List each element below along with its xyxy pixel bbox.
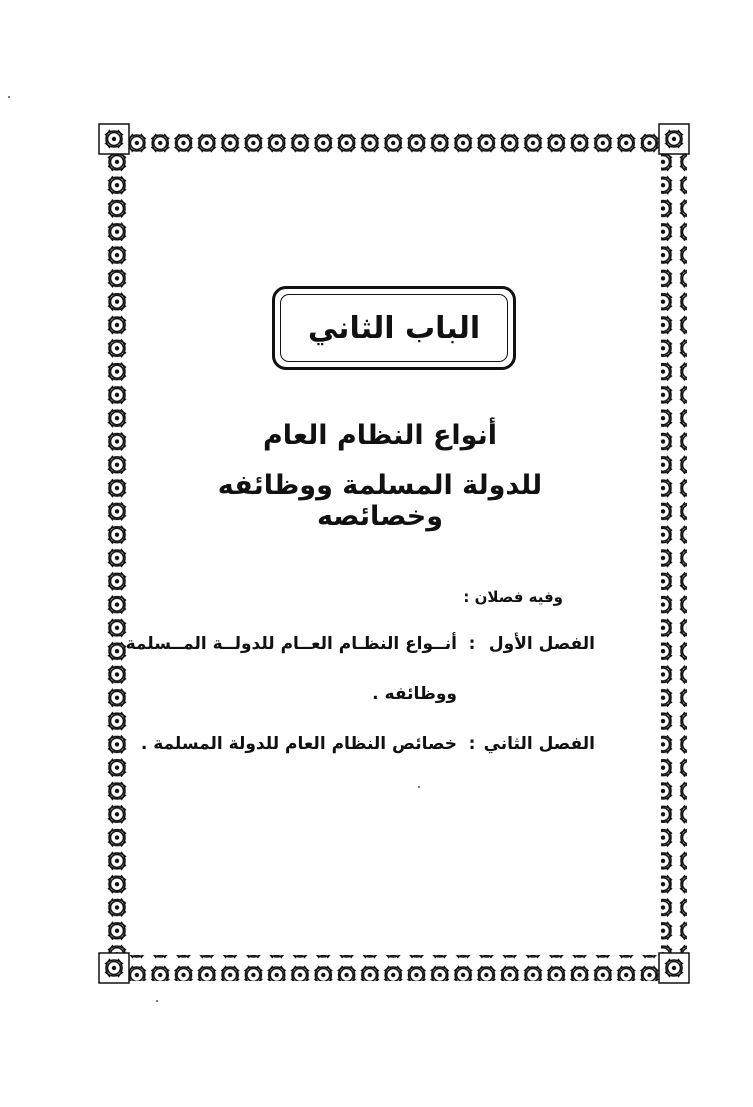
chapter-entry-1 bbox=[126, 634, 595, 654]
scan-speck bbox=[8, 96, 10, 98]
scan-speck bbox=[418, 786, 420, 788]
chapter-heading-inner-box bbox=[280, 294, 508, 362]
left-border-band bbox=[102, 153, 128, 955]
chapter-entry-colon: : bbox=[468, 634, 476, 654]
chapter-entry-text: أنــواع النظـام العــام للدولــة المــسلمة bbox=[125, 634, 457, 654]
bottom-border-band bbox=[102, 955, 687, 981]
right-border-band bbox=[661, 153, 687, 955]
main-title-line-1: أنواع النظام العام bbox=[262, 420, 498, 451]
scan-speck bbox=[156, 1000, 158, 1002]
chapter-entry-text: خصائص النظام العام للدولة المسلمة . bbox=[140, 734, 457, 754]
chapter-heading: الباب الثاني bbox=[307, 310, 481, 346]
corner-ornament-icon bbox=[99, 124, 689, 983]
chapter-entry-colon: : bbox=[468, 734, 476, 754]
main-title-line-2: للدولة المسلمة ووظائفه وخصائصه bbox=[217, 470, 543, 532]
chapter-entry-2 bbox=[141, 734, 595, 754]
chapter-entry-1-continuation: ووظائفه . bbox=[372, 684, 457, 704]
top-border-band bbox=[102, 127, 687, 153]
chapter-entry-label: الفصل الثاني bbox=[483, 734, 595, 754]
chapter-entry-label: الفصل الأول bbox=[488, 634, 595, 654]
intro-text: وفيه فصلان : bbox=[463, 588, 563, 606]
chapter-heading-box bbox=[272, 286, 516, 370]
